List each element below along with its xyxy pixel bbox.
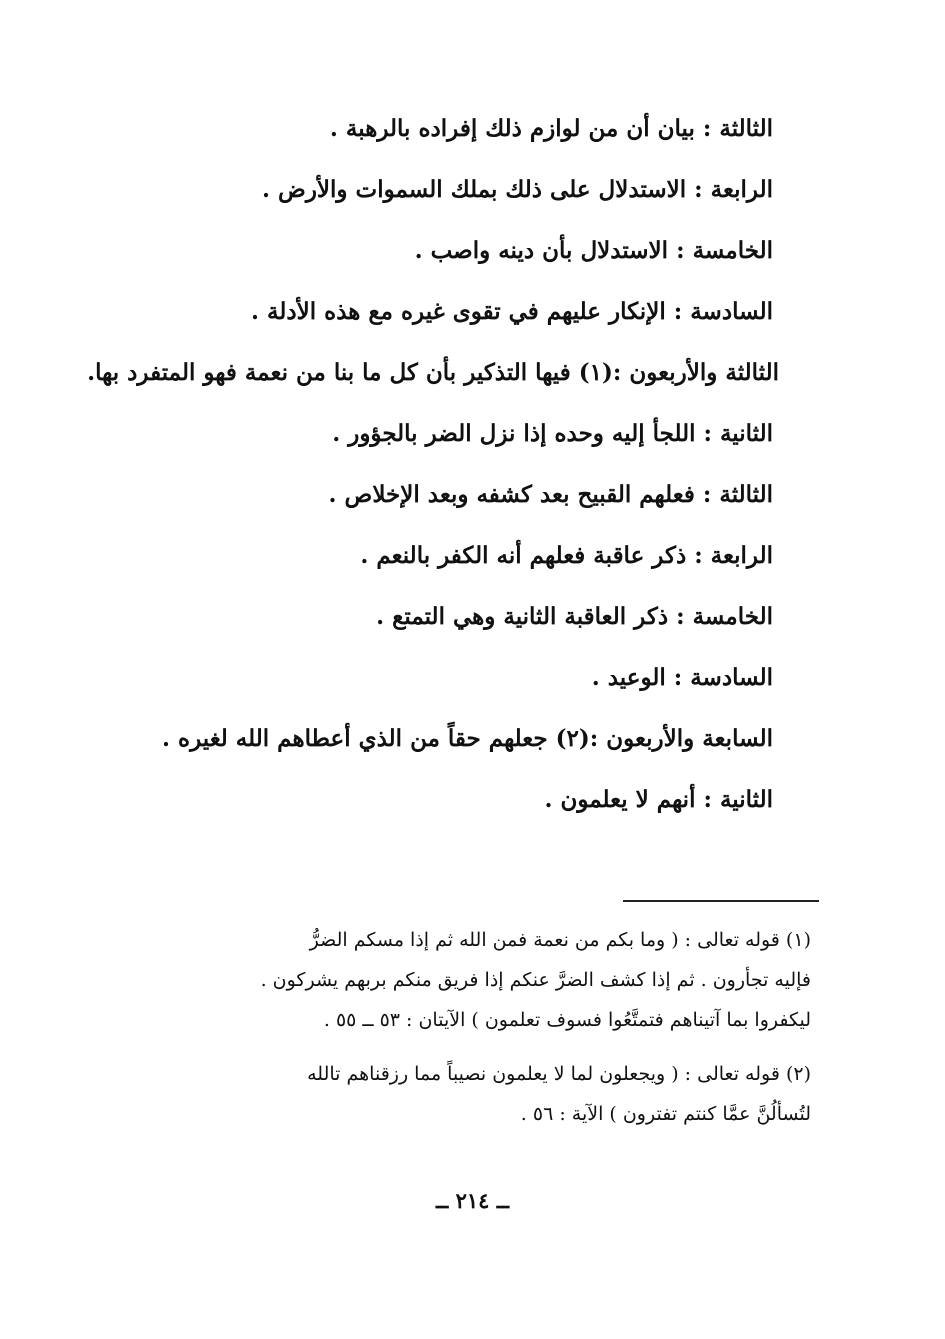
page-number: ــ ٢١٤ ــ — [435, 1188, 510, 1213]
footnote-1-line: ليكفروا بما آتيناهم فتمتَّعُوا فسوف تعلمون ) الآيتان : ٥٣ ــ ٥٥ . — [323, 1009, 811, 1031]
section-heading-line: السابعة والأربعون :(٢) جعلهم حقاً من الذي أعطاهم الله لغيره . — [162, 725, 773, 752]
text-line: الرابعة : الاستدلال على ذلك بملك السموات والأرض . — [262, 176, 773, 203]
text-line: السادسة : الإنكار عليهم في تقوى غيره مع هذه الأدلة . — [251, 298, 773, 325]
footnote-spacer — [161, 1040, 811, 1054]
section-heading-line: الثالثة والأربعون :(١) فيها التذكير بأن كل ما بنا من نعمة فهو المتفرد بها. — [87, 359, 779, 386]
text-line: الرابعة : ذكر عاقبة فعلهم أنه الكفر بالنعم . — [360, 542, 773, 569]
text-line: الخامسة : ذكر العاقبة الثانية وهي التمتع . — [376, 603, 773, 630]
footnote-divider — [623, 900, 819, 902]
text-line: الثالثة : بيان أن من لوازم ذلك إفراده بالرهبة . — [329, 115, 773, 142]
footnote-1-line: (١) قوله تعالى : ( وما بكم من نعمة فمن الله ثم إذا مسكم الضرُّ — [309, 929, 811, 951]
footnote-2-line: لتُسألُنَّ عمَّا كنتم تفترون ) الآية : ٥٦ . — [520, 1103, 811, 1125]
text-line: الثانية : اللجأ إليه وحده إذا نزل الضر بالجؤور . — [332, 420, 773, 447]
footnote-1-line: فإليه تجأرون . ثم إذا كشف الضرَّ عنكم إذا فريق منكم بربهم يشركون . — [260, 969, 811, 991]
text-line: السادسة : الوعيد . — [591, 664, 773, 691]
text-line: الثانية : أنهم لا يعلمون . — [544, 786, 773, 813]
footnotes-block — [161, 920, 811, 1134]
text-line: الخامسة : الاستدلال بأن دينه واصب . — [414, 237, 773, 264]
main-text-block — [87, 98, 779, 830]
footnote-2-line: (٢) قوله تعالى : ( ويجعلون لما لا يعلمون نصيباً مما رزقناهم تالله — [307, 1063, 811, 1085]
text-line: الثالثة : فعلهم القبيح بعد كشفه وبعد الإخلاص . — [328, 481, 773, 508]
